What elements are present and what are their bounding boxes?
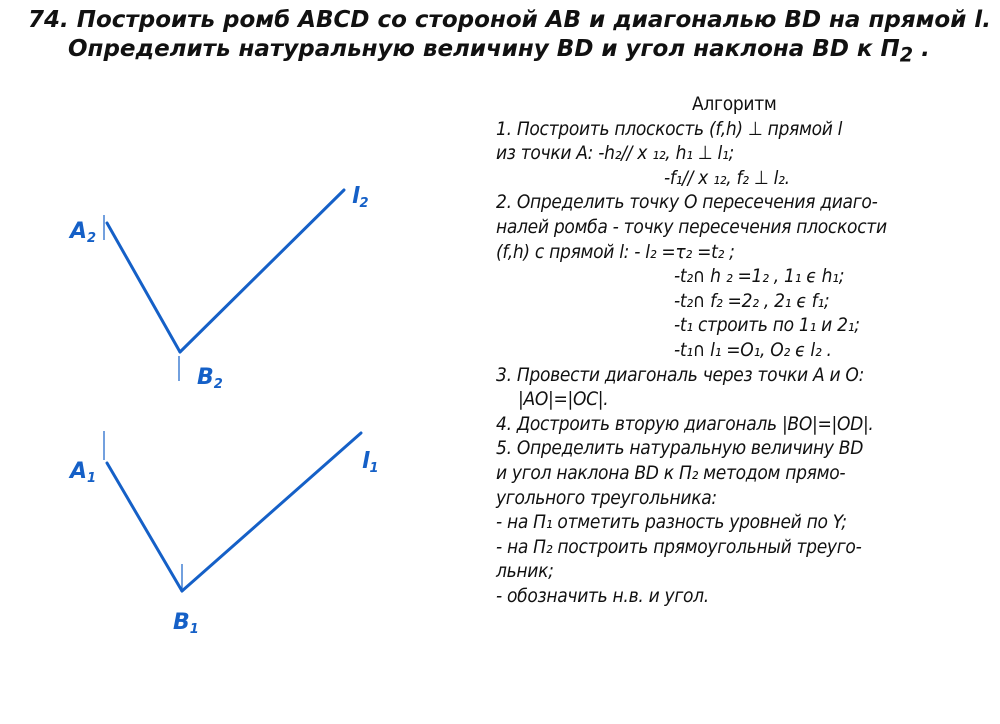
task-title-subscript: 2 xyxy=(899,43,914,67)
algorithm-line: 4. Достроить вторую диагональ |BO|=|OD|. xyxy=(496,412,874,435)
task-title-line-1 xyxy=(28,6,991,35)
algorithm-line: льник; xyxy=(496,560,554,583)
task-title-line-2 xyxy=(28,35,988,70)
algorithm-line: - на П₁ отметить разность уровней по Y; xyxy=(496,511,847,534)
label-l1: l1 xyxy=(362,449,379,476)
segment-a1-b1 xyxy=(107,463,182,591)
algorithm-line: -t₂∩ f₂ =2₂ , 2₁ ϵ f₁; xyxy=(674,289,830,312)
algorithm-line: - на П₂ построить прямоугольный треуго- xyxy=(496,535,862,558)
algorithm-line: и угол наклона ВD к П₂ методом прямо- xyxy=(496,461,846,484)
algorithm-line: -t₁∩ l₁ =O₁, O₂ ϵ l₂ . xyxy=(674,338,832,361)
task-number: 74. xyxy=(28,7,69,33)
algorithm-line: 2. Определить точку О пересечения диаго- xyxy=(496,191,878,214)
horizontal-projection xyxy=(107,433,361,591)
algorithm-line: -f₁// x ₁₂, f₂ ⊥ l₂. xyxy=(664,166,790,189)
label-l2: l2 xyxy=(352,184,369,211)
task-title-text-2: Определить натуральную величину ВD и угол наклона ВD к П xyxy=(68,36,900,62)
algorithm-line: 5. Определить натуральную величину ВD xyxy=(496,437,864,460)
label-b2: B2 xyxy=(197,365,223,392)
algorithm-line: угольного треугольника: xyxy=(496,486,717,509)
label-a2: A2 xyxy=(70,219,97,246)
label-b1: B1 xyxy=(173,610,199,637)
algorithm-line: |AO|=|OC|. xyxy=(518,388,609,411)
frontal-projection xyxy=(107,190,344,352)
frontal-projection-ticks xyxy=(104,215,179,381)
algorithm-line: налей ромба - точку пересечения плоскости xyxy=(496,215,887,238)
algorithm-line: из точки А: -h₂// x ₁₂, h₁ ⊥ l₁; xyxy=(496,142,734,165)
algorithm-line: -t₁ строить по 1₁ и 2₁; xyxy=(674,314,860,337)
task-title-text-1: Построить ромб ABCD со стороной АВ и диагональю ВD на прямой l. xyxy=(76,7,991,33)
segment-a2-b2 xyxy=(107,223,180,352)
algorithm-line: -t₂∩ h ₂ =1₂ , 1₁ ϵ h₁; xyxy=(674,265,845,288)
algorithm-heading: Алгоритм xyxy=(692,93,777,115)
label-a1: A1 xyxy=(70,459,97,486)
line-l2 xyxy=(180,190,344,352)
algorithm-line: (f,h) с прямой l: - l₂ =τ₂ =t₂ ; xyxy=(496,240,735,263)
horizontal-projection-ticks xyxy=(104,431,182,590)
algorithm-block xyxy=(496,92,996,608)
task-title-end: . xyxy=(921,36,930,62)
line-l1 xyxy=(182,433,361,591)
algorithm-line: - обозначить н.в. и угол. xyxy=(496,584,709,607)
algorithm-line: 1. Построить плоскость (f,h) ⊥ прямой l xyxy=(496,117,843,140)
task-title xyxy=(28,6,991,70)
algorithm-line: 3. Провести диагональ через точки А и О: xyxy=(496,363,865,386)
